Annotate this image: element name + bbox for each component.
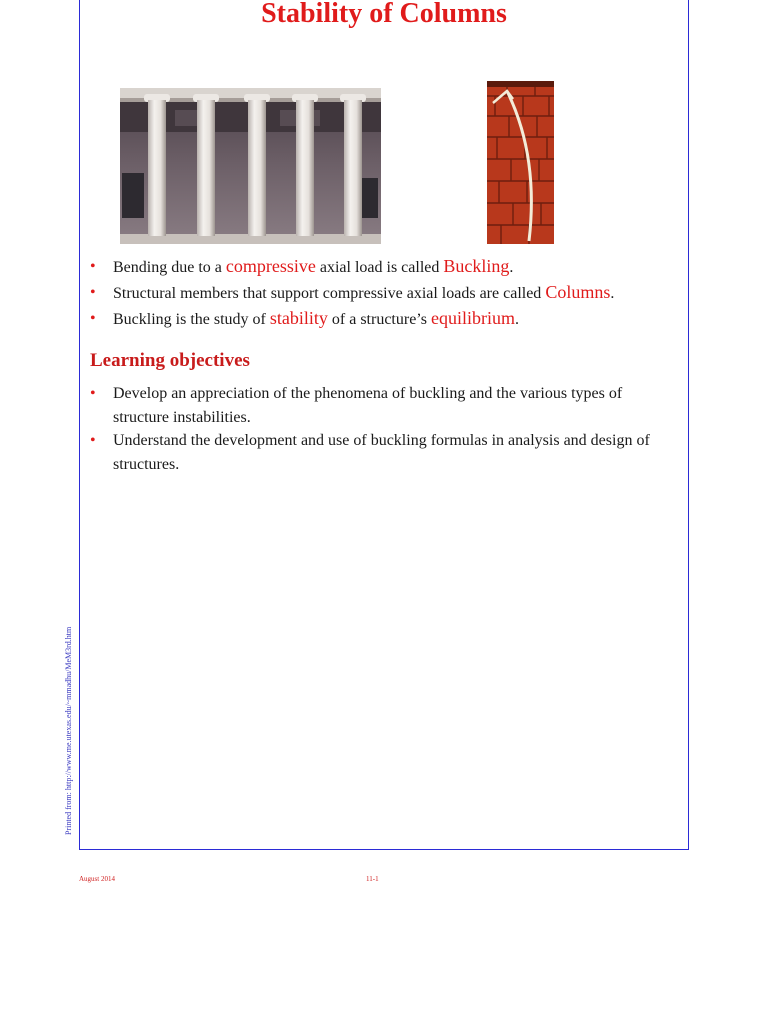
list-item: • Understand the development and use of buckling formulas in analysis and design of structures. — [90, 429, 680, 476]
buckling-photo — [487, 81, 554, 244]
list-item: • Buckling is the study of stability of a structure’s equilibrium. — [90, 306, 680, 332]
page-title: Stability of Columns — [261, 0, 507, 29]
list-item: • Develop an appreciation of the phenomena of buckling and the various types of structure instabilities. — [90, 382, 680, 429]
bullet-icon: • — [90, 385, 96, 402]
highlight-term: equilibrium — [430, 308, 515, 328]
objectives-list — [90, 382, 680, 476]
list-item: • Bending due to a compressive axial load is called Buckling. — [90, 254, 680, 280]
bullet-icon: • — [90, 310, 96, 327]
source-note: Printed from: http://www.me.utexas.edu/~mmadhu/MeM3rd.htm — [64, 626, 73, 835]
bullet-icon: • — [90, 258, 96, 275]
definition-list — [90, 254, 680, 332]
columns-photo — [120, 88, 381, 244]
highlight-term: compressive — [225, 256, 316, 276]
bullet-icon: • — [90, 432, 96, 449]
footer-page-number: 11-1 — [366, 875, 379, 883]
list-item: • Structural members that support compressive axial loads are called Columns. — [90, 280, 680, 306]
footer-date: August 2014 — [79, 875, 115, 883]
highlight-term: Columns — [545, 282, 611, 302]
bullet-icon: • — [90, 284, 96, 301]
highlight-term: Buckling — [443, 256, 510, 276]
highlight-term: stability — [269, 308, 328, 328]
section-title: Learning objectives — [90, 350, 250, 371]
